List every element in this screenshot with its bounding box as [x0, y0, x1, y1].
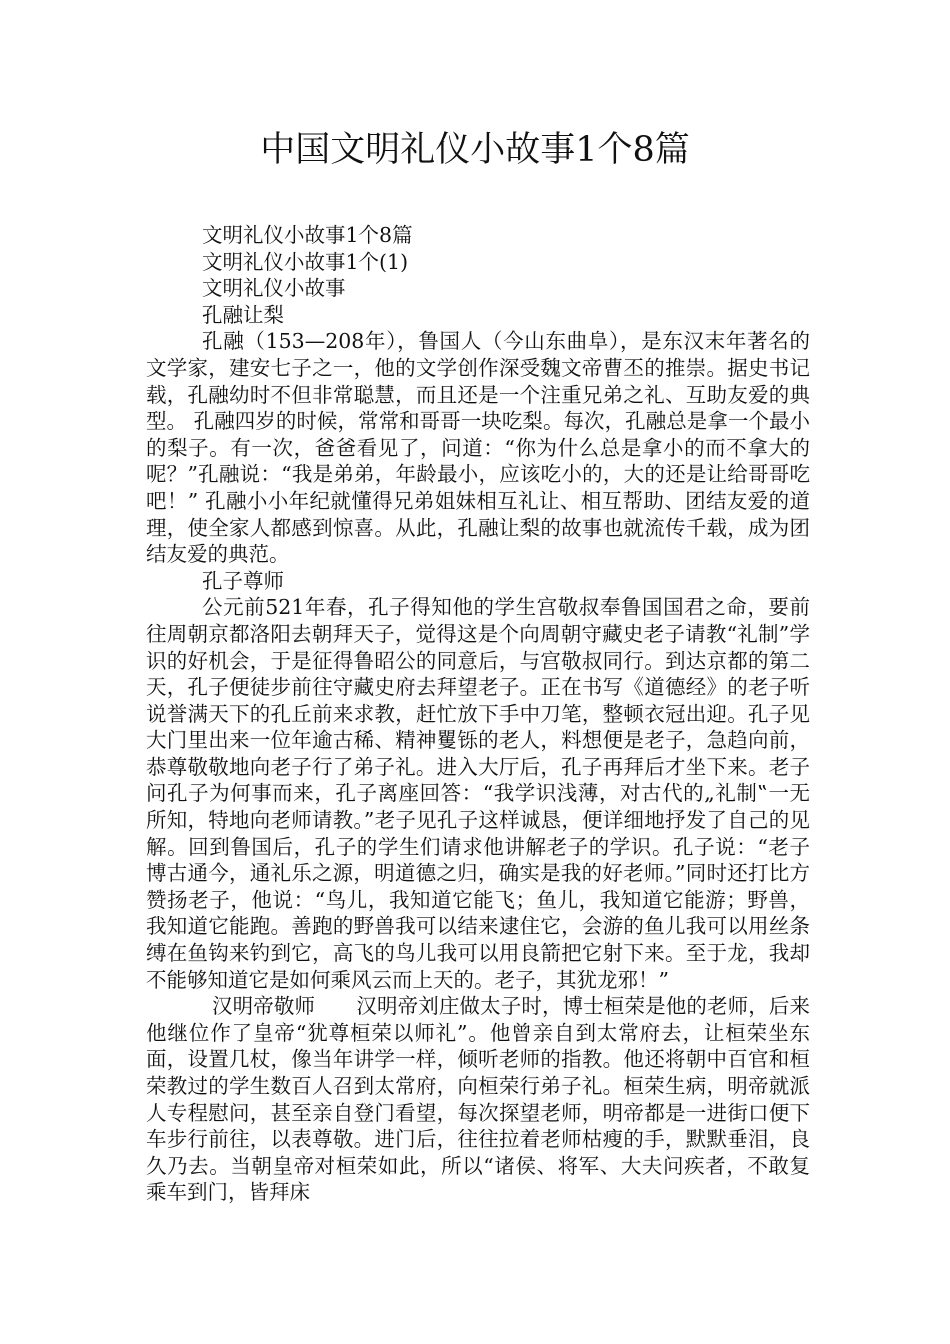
document-title: 中国文明礼仪小故事1个8篇: [260, 130, 690, 170]
heading-section: 文明礼仪小故事: [202, 276, 346, 301]
heading-collection: 文明礼仪小故事1个8篇: [202, 223, 413, 247]
heading-part-1: 文明礼仪小故事1个(1): [202, 249, 409, 274]
paragraph-hanmingdi: 汉明帝敬师 汉明帝刘庄做太子时，博士桓荣是他的老师，后来他继位作了皇帝“犹尊桓荣以师礼”。他曾亲自到太常府去，让桓荣坐东面，设置几杖，像当年讲学一样，倾听老师的指教。他还将朝中百官和桓荣教过的学生数百人召到太常府，向桓荣行弟子礼。桓荣生病，明帝就派人专程慰问，甚至亲自登门看望，每次探望老师，明帝都是一进街口便下车步行前往，以表尊敬。进门后，往往拉着老师枯瘦的手，默默垂泪，良久乃去。当朝皇帝对桓荣如此，所以“诸侯、将军、大夫问疾者，不敢复乘车到门，皆拜床: [146, 994, 810, 1205]
paragraph-kongzi: 公元前521年春，孔子得知他的学生宫敬叔奉鲁国国君之命，要前往周朝京都洛阳去朝拜天子，觉得这是个向周朝守藏史老子请教“礼制”学识的好机会，于是征得鲁昭公的同意后，与宫敬叔同行。到达京都的第二天，孔子便徒步前往守藏史府去拜望老子。正在书写《道德经》的老子听说誉满天下的孔丘前来求教，赶忙放下手中刀笔，整顿衣冠出迎。孔子见大门里出来一位年逾古稀、精神矍铄的老人，料想便是老子，急趋向前，恭尊敬敬地向老子行了弟子礼。进入大厅后，孔子再拜后才坐下来。老子问孔子为何事而来，孔子离座回答：“我学识浅薄，对古代的„礼制‟一无所知，特地向老师请教。”老子见孔子这样诚恳，便详细地抒发了自己的见解。回到鲁国后，孔子的学生们请求他讲解老子的学识。孔子说：“老子博古通今，通礼乐之源，明道德之归，确实是我的好老师。”同时还打比方赞扬老子，他说：“鸟儿，我知道它能飞；鱼儿，我知道它能游；野兽，我知道它能跑。善跑的野兽我可以结来逮住它，会游的鱼儿我可以用丝条缚在鱼钩来钓到它，高飞的鸟儿我可以用良箭把它射下来。至于龙，我却不能够知道它是如何乘风云而上天的。老子，其犹龙邪！”: [146, 595, 810, 992]
heading-kongzi: 孔子尊师: [202, 568, 284, 593]
document-body: [146, 222, 810, 1206]
paragraph-kongrong: 孔融（153—208年），鲁国人（今山东曲阜），是东汉末年著名的文学家，建安七子之一，他的文学创作深受魏文帝曹丕的推崇。据史书记载，孔融幼时不但非常聪慧，而且还是一个注重兄弟之礼、互助友爱的典型。 孔融四岁的时候，常常和哥哥一块吃梨。每次，孔融总是拿一个最小的梨子。有一次，爸爸看见了，问道：“你为什么总是拿小的而不拿大的呢？”孔融说：“我是弟弟，年龄最小，应该吃小的，大的还是让给哥哥吃吧！” 孔融小小年纪就懂得兄弟姐妹相互礼让、相互帮助、团结友爱的道理，使全家人都感到惊喜。从此，孔融让梨的故事也就流传千载，成为团结友爱的典范。: [146, 329, 810, 567]
heading-kongrong: 孔融让梨: [202, 302, 284, 327]
